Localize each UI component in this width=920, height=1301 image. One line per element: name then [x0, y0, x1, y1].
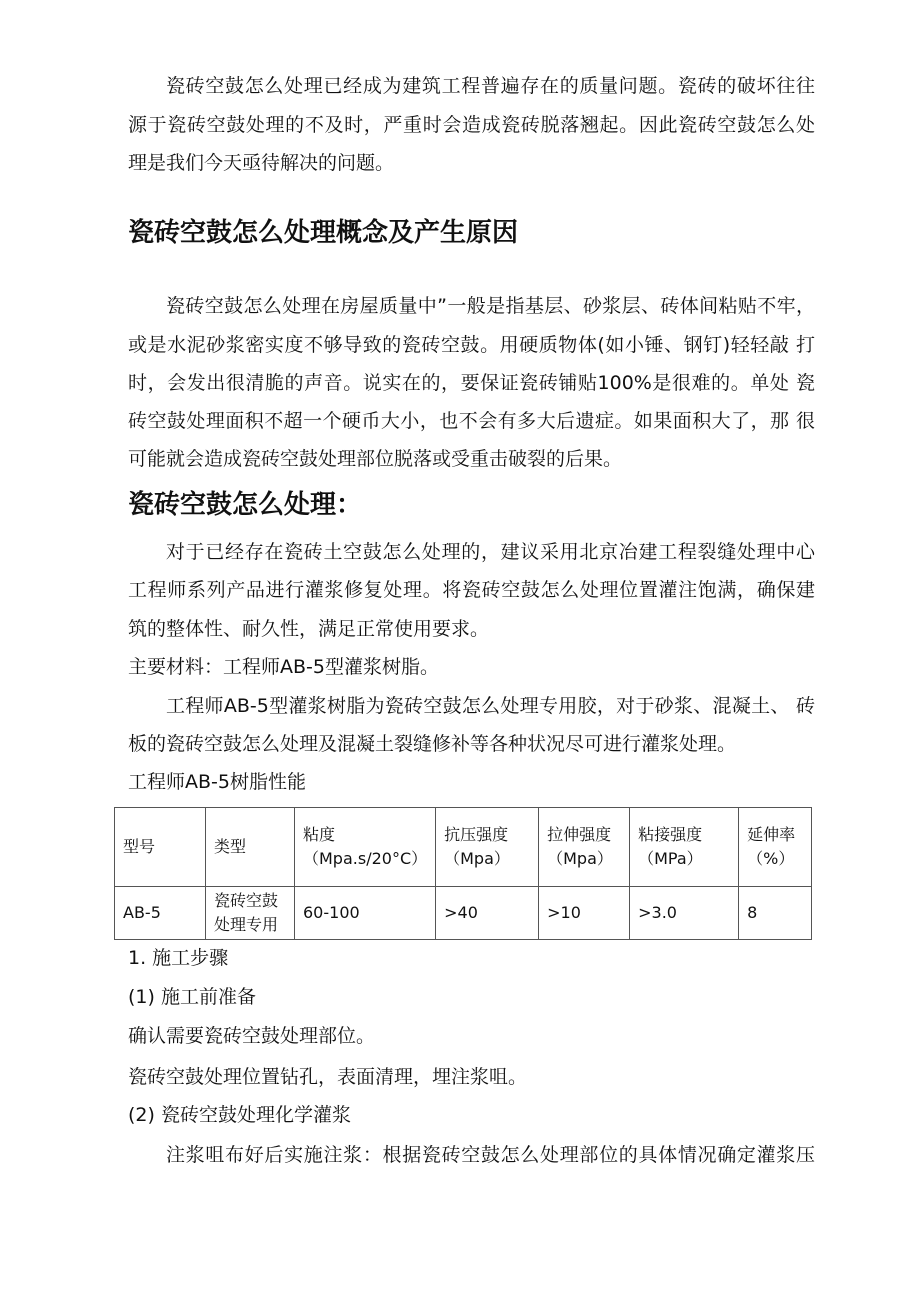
section-heading: 瓷砖空鼓怎么处理： [128, 490, 363, 520]
table-header-row [115, 808, 812, 887]
product-line: 工程师AB-5型灌浆树脂为瓷砖空鼓怎么处理专用胶，对于砂浆、混凝土、 砖 [166, 695, 815, 717]
cell: 8 [739, 887, 812, 940]
cell: AB-5 [115, 887, 206, 940]
header-cell: 粘接强度（MPa） [630, 808, 739, 887]
method-line: 筑的整体性、耐久性，满足正常使用要求。 [128, 618, 490, 640]
table-caption: 工程师AB-5树脂性能 [128, 771, 306, 793]
cell: 60-100 [295, 887, 436, 940]
product-line: 板的瓷砖空鼓怎么处理及混凝土裂缝修补等各种状况尽可进行灌浆处理。 [128, 733, 737, 755]
method-line: 对于已经存在瓷砖土空鼓怎么处理的，建议采用北京冶建工程裂缝处理中心 [166, 541, 815, 563]
method-line: 工程师系列产品进行灌浆修复处理。将瓷砖空鼓怎么处理位置灌注饱满，确保建 [128, 579, 815, 601]
concept-line: 或是水泥砂浆密实度不够导致的瓷砖空鼓。用硬质物体(如小锤、钢钉)轻轻敲 打 [128, 334, 815, 356]
step-heading: (2) 瓷砖空鼓处理化学灌浆 [128, 1104, 351, 1126]
step-line: 注浆咀布好后实施注浆：根据瓷砖空鼓怎么处理部位的具体情况确定灌浆压 [166, 1144, 815, 1166]
cell: >40 [436, 887, 539, 940]
steps-title: 1. 施工步骤 [128, 947, 229, 969]
material-line: 主要材料：工程师AB-5型灌浆树脂。 [128, 656, 439, 678]
header-cell: 拉伸强度（Mpa） [539, 808, 630, 887]
concept-line: 可能就会造成瓷砖空鼓处理部位脱落或受重击破裂的后果。 [128, 448, 623, 470]
intro-line: 理是我们今天亟待解决的问题。 [128, 152, 395, 174]
step-line: 确认需要瓷砖空鼓处理部位。 [128, 1025, 376, 1047]
header-cell: 类型 [206, 808, 295, 887]
resin-performance-table [114, 807, 812, 940]
concept-line: 时，会发出很清脆的声音。说实在的，要保证瓷砖铺贴100%是很难的。单处 瓷 [128, 372, 815, 394]
cell: >3.0 [630, 887, 739, 940]
header-cell: 延伸率（%） [739, 808, 812, 887]
header-cell: 型号 [115, 808, 206, 887]
header-cell: 粘度（Mpa.s/20°C） [295, 808, 436, 887]
section-heading: 瓷砖空鼓怎么处理概念及产生原因 [128, 218, 519, 248]
step-heading: (1) 施工前准备 [128, 986, 256, 1008]
cell: 瓷砖空鼓处理专用 [206, 887, 295, 940]
concept-line: 砖空鼓处理面积不超一个硬币大小，也不会有多大后遗症。如果面积大了，那 很 [128, 410, 815, 432]
intro-line: 源于瓷砖空鼓处理的不及时，严重时会造成瓷砖脱落翘起。因此瓷砖空鼓怎么处 [128, 114, 815, 136]
table-row [115, 887, 812, 940]
intro-line: 瓷砖空鼓怎么处理已经成为建筑工程普遍存在的质量问题。瓷砖的破坏往往 [166, 75, 815, 97]
header-cell: 抗压强度（Mpa） [436, 808, 539, 887]
cell: >10 [539, 887, 630, 940]
concept-line: 瓷砖空鼓怎么处理在房屋质量中”一般是指基层、砂浆层、砖体间粘贴不牢， [166, 295, 815, 317]
step-line: 瓷砖空鼓处理位置钻孔，表面清理，埋注浆咀。 [128, 1066, 528, 1088]
